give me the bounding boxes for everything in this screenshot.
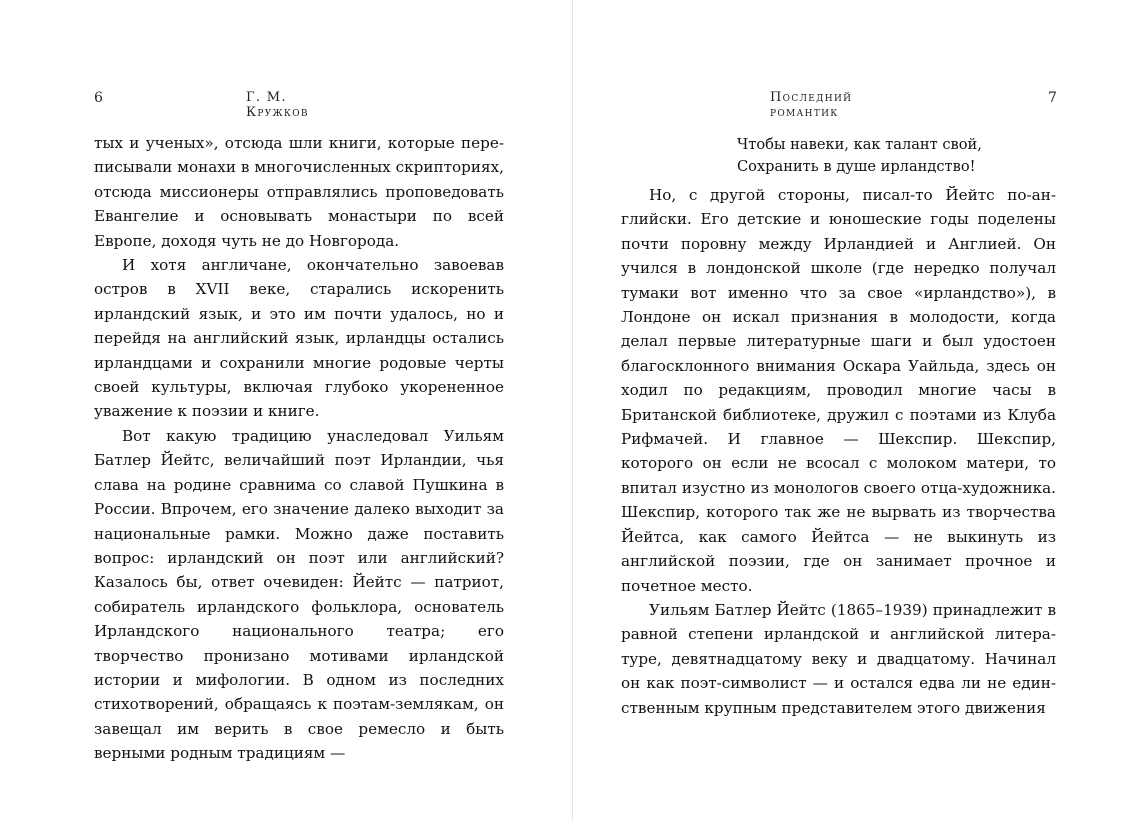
right-page-body	[621, 183, 1056, 720]
verse-line: Чтобы навеки, как талант свой,	[737, 136, 982, 153]
paragraph: Уильям Батлер Йейтс (1865–1939) принадлежит в равной степени ирландской и английской литературе, девятнадцатому веку и двадцатому. Начинал он как поэт-символист — и остался едва ли не единственным крупным представителем этого движения	[621, 600, 1056, 717]
running-head-title: Последний романтик	[770, 90, 853, 120]
paragraph: Вот какую традицию унаследовал Уильям Батлер Йейтс, величайший поэт Ирландии, чья слава на родине сравнима со славой Пушкина в России. Впрочем, его значение далеко выходит за национальные рамки. Можно даже поставить вопрос: ирландский он поэт или английский? Казалось бы, ответ очевиден: Йейтс — патриот, собиратель ирландского фольклора, основатель Ирландского национального театра; его творчество пронизано мотивами ирландской истории и мифологии. В одном из последних стихотворений, обращаясь к поэтам-землякам, он завещал им верить в свое ремесло и быть верными родным традициям —	[94, 426, 504, 763]
running-head-author: Г. М. Кружков	[246, 90, 309, 120]
page-number: 7	[1048, 90, 1057, 106]
paragraph: Но, с другой стороны, писал-то Йейтс по-английски. Его детские и юношеские годы поделены почти поровну между Ирландией и Англией. Он учился в лондонской школе (где нередко получал тумаки вот именно что за свое «ирландство»), в Лондоне он искал признания в молодости, когда делал первые литературные шаги и был удостоен благосклонного внимания Оскара Уайльда, здесь он ходил по редакциям, проводил многие часы в Британской библиотеке, дружил с поэтами из Клуба Рифмачей. И главное — Шекспир. Шекспир, которого он если не всосал с молоком матери, то впитал изустно из монологов своего отца-художника. Шекспир, которого так же не вырвать из творчества Йейтса, как самого Йейтса — не выкинуть из английской поэзии, где он занимает прочное и почетное место.	[621, 186, 1056, 595]
paragraph: тых и ученых», отсюда шли книги, которые переписывали монахи в многочисленных скрипториях, отсюда миссионеры отправлялись проповедовать Евангелие и основывать монастыри по всей Европе, доходя чуть не до Новгорода.	[94, 134, 504, 250]
verse-line: Сохранить в душе ирландство!	[737, 158, 976, 175]
right-page	[573, 0, 1144, 821]
left-page-body	[94, 131, 504, 766]
paragraph: И хотя англичане, окончательно завоевав остров в XVII веке, старались искоренить ирландский язык, и это им почти удалось, но и перейдя на английский язык, ирландцы остались ирландцами и сохранили многие родовые черты своей культуры, включая глубоко укорененное уважение к поэзии и книге.	[94, 256, 504, 421]
verse-quote	[737, 134, 982, 178]
page-number: 6	[94, 90, 103, 106]
